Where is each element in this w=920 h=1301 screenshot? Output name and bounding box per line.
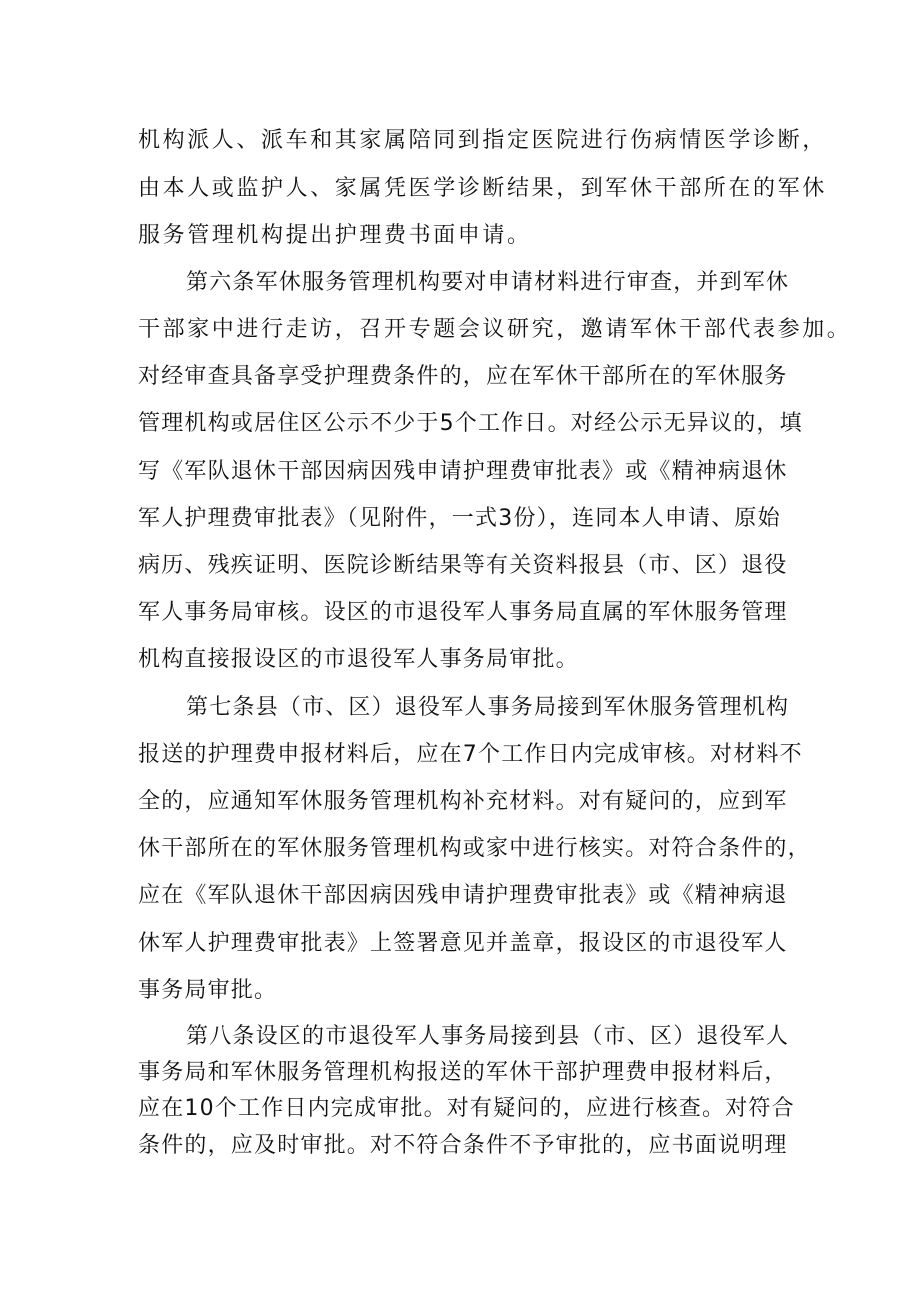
text-line: 由本人或监护人、家属凭医学诊断结果，到军休干部所在的军休: [138, 176, 827, 201]
text-line: 事务局和军休服务管理机构报送的军休干部护理费申报材料后，: [138, 1060, 788, 1085]
text-line: 报送的护理费申报材料后，应在7个工作日内完成审核。对材料不: [138, 742, 803, 767]
text-line: 军人护理费审批表》（见附件，一式3份），连同本人申请、原始: [138, 506, 781, 531]
text-line: 干部家中进行走访，召开专题会议研究，邀请军休干部代表参加。: [138, 317, 852, 342]
text-line: 应在《军队退休干部因病因残申请护理费审批表》或《精神病退: [138, 883, 788, 908]
text-line: 机构直接报设区的市退役军人事务局审批。: [138, 647, 579, 672]
text-line: 军人事务局审核。设区的市退役军人事务局直属的军休服务管理: [138, 600, 788, 625]
paragraph-article-7-start: 第七条县（市、区）退役军人事务局接到军休服务管理机构: [186, 695, 790, 720]
text-line: 条件的，应及时审批。对不符合条件不予审批的，应书面说明理: [138, 1133, 788, 1158]
text-line: 事务局审批。: [138, 978, 278, 1003]
text-line: 管理机构或居住区公示不少于5个工作日。对经公示无异议的，填: [138, 411, 803, 436]
text-line: 对经审查具备享受护理费条件的，应在军休干部所在的军休服务: [138, 364, 788, 389]
paragraph-article-8-start: 第八条设区的市退役军人事务局接到县（市、区）退役军人: [186, 1024, 790, 1049]
text-line: 全的，应通知军休服务管理机构补充材料。对有疑问的，应到军: [138, 789, 788, 814]
text-line: 应在10个工作日内完成审批。对有疑问的，应进行核查。对符合: [138, 1096, 795, 1121]
paragraph-article-6-start: 第六条军休服务管理机构要对申请材料进行审查，并到军休: [186, 270, 790, 295]
text-line: 休军人护理费审批表》上签署意见并盖章，报设区的市退役军人: [138, 931, 788, 956]
text-line: 写《军队退休干部因病因残申请护理费审批表》或《精神病退休: [138, 459, 788, 484]
text-line: 休干部所在的军休服务管理机构或家中进行核实。对符合条件的，: [138, 836, 811, 861]
text-line: 机构派人、派车和其家属陪同到指定医院进行伤病情医学诊断，: [138, 128, 827, 153]
text-line: 病历、残疾证明、医院诊断结果等有关资料报县（市、区）退役: [138, 553, 788, 578]
text-line: 服务管理机构提出护理费书面申请。: [138, 223, 532, 248]
